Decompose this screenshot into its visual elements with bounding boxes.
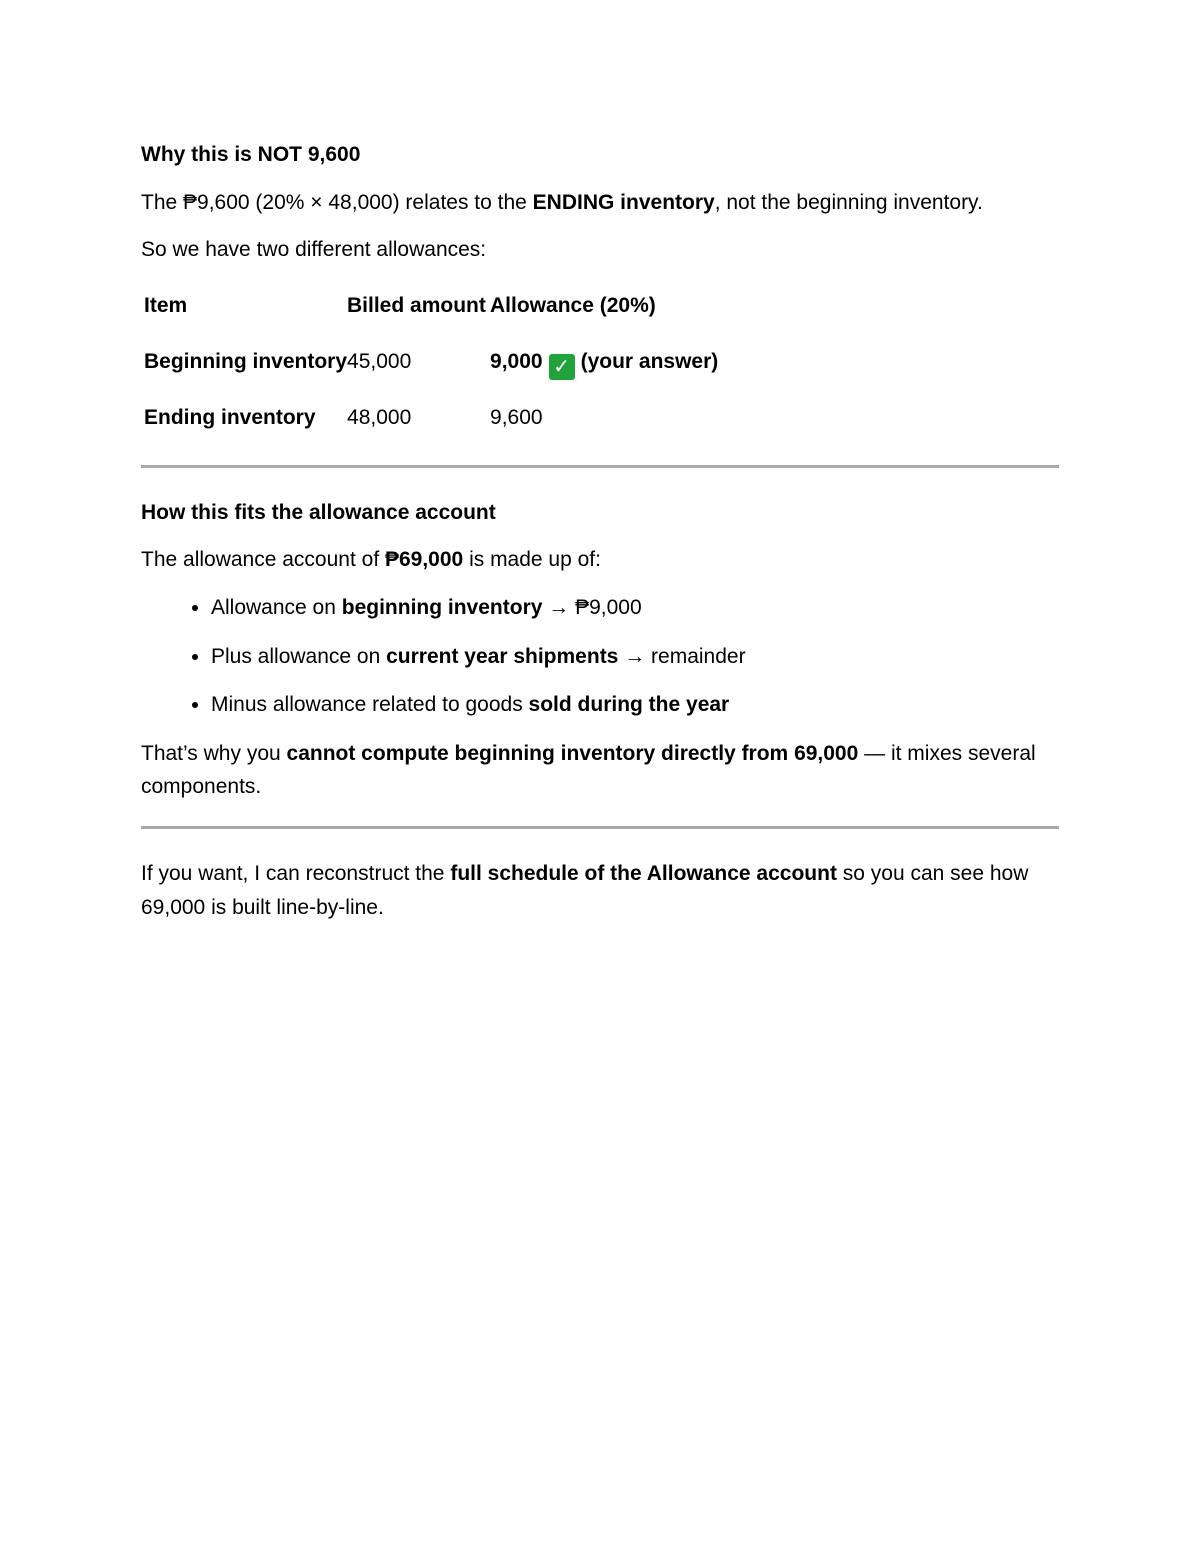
text-span: → remainder: [618, 644, 746, 668]
check-mark-icon: ✓: [549, 354, 575, 380]
text-span: is made up of:: [463, 548, 601, 572]
list-item: [211, 591, 1059, 625]
bold-text: full schedule of the Allowance account: [450, 861, 837, 885]
text-span: Allowance on: [211, 595, 342, 619]
cell-item: Beginning inventory: [144, 349, 348, 373]
text-span: → ₱9,000: [542, 595, 642, 619]
list-item: [211, 688, 1059, 722]
table-row: [144, 401, 718, 457]
text-span: The allowance account of: [141, 548, 385, 572]
document-page: [141, 138, 1059, 924]
bold-text: beginning inventory: [341, 595, 543, 619]
text-span: so you can see how 69,000 is built line-by-line.: [141, 861, 1029, 919]
table-row: [144, 345, 718, 401]
text-span: If you want, I can reconstruct the: [141, 861, 451, 885]
table-header-row: [144, 289, 718, 345]
bold-text: cannot compute beginning inventory directly from 69,000: [286, 741, 859, 765]
cell-billed: 45,000: [347, 349, 412, 373]
bold-text: ENDING inventory: [532, 190, 715, 214]
column-header-item: Item: [144, 293, 188, 317]
cell-allowance: 9,600: [490, 405, 543, 429]
column-header-billed: Billed amount: [347, 293, 486, 317]
bold-text: ₱69,000: [384, 548, 464, 572]
conclusion-paragraph: [141, 737, 1059, 804]
cell-item: Ending inventory: [144, 405, 316, 429]
explanation-paragraph: [141, 186, 1059, 220]
offer-paragraph: [141, 857, 1059, 924]
cell-allowance: 9,000: [490, 349, 543, 373]
cell-billed: 48,000: [347, 405, 412, 429]
text-span: Plus allowance on: [211, 644, 387, 668]
bold-text: current year shipments: [386, 644, 619, 668]
section-heading-how: How this fits the allowance account: [141, 500, 496, 524]
bold-text: sold during the year: [528, 693, 730, 717]
account-intro-paragraph: [141, 543, 1059, 577]
components-list: [141, 591, 1059, 722]
section-divider: [141, 826, 1059, 829]
list-item: [211, 640, 1059, 674]
offer-section: [141, 857, 1059, 924]
text-span: — it mixes several components.: [141, 741, 1036, 799]
intro-paragraph: So we have two different allowances:: [141, 238, 487, 262]
text-span: That’s why you: [141, 741, 287, 765]
allowance-table: [144, 289, 718, 457]
allowance-account-section: [141, 496, 1059, 804]
text-span: Minus allowance related to goods: [211, 693, 529, 717]
section-heading-why: Why this is NOT 9,600: [141, 143, 361, 166]
text-span: The ₱9,600 (20% × 48,000) relates to the: [141, 190, 533, 214]
column-header-allowance: Allowance (20%): [490, 293, 656, 317]
text-span: , not the beginning inventory.: [714, 190, 983, 214]
section-divider: [141, 465, 1059, 468]
cell-note: (your answer): [580, 349, 719, 373]
